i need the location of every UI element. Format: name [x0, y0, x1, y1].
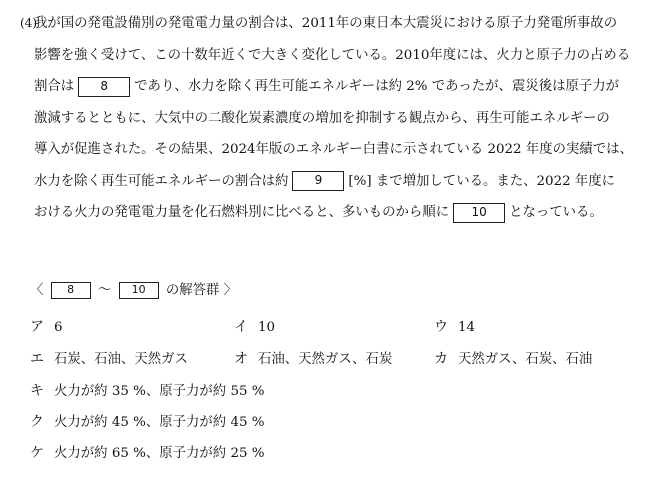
question-line-7: おける火力の発電電力量を化石燃料別に比べると、多いものから順に 10 となっている。 — [20, 197, 640, 229]
question-line-1: (4)我が国の発電設備別の発電電力量の割合は、2011年の東日本大震災における原子力発電所事故の — [20, 8, 640, 40]
choice-e[interactable]: エ 石炭、石油、天然ガス — [30, 351, 188, 367]
answer-range-from: 8 — [51, 282, 91, 299]
blank-10[interactable]: 10 — [453, 203, 505, 223]
question-line-6: 水力を除く再生可能エネルギーの割合は約 9 [%] まで増加している。また、2022 年度に — [20, 166, 640, 198]
choice-ki[interactable]: キ 火力が約 35 %、原子力が約 55 % — [30, 383, 265, 399]
choice-ka[interactable]: カ 天然ガス、石炭、石油 — [434, 351, 593, 367]
blank-9[interactable]: 9 — [292, 171, 344, 191]
choice-o[interactable]: オ 石油、天然ガス、石炭 — [234, 351, 393, 367]
question-line-4: 激減するとともに、大気中の二酸化炭素濃度の増加を抑制する観点から、再生可能エネルギーの — [34, 110, 610, 126]
choice-ku[interactable]: ク 火力が約 45 %、原子力が約 45 % — [30, 414, 265, 430]
question-line-2: 影響を強く受けて、この十数年近くで大きく変化している。2010年度には、火力と原子力の占める — [34, 47, 631, 63]
question-line-5: 導入が促進された。その結果、2024年版のエネルギー白書に示されている 2022 年度の実績では、 — [34, 142, 633, 157]
choice-ke[interactable]: ケ 火力が約 65 %、原子力が約 25 % — [30, 445, 265, 461]
answer-range-to: 10 — [119, 282, 159, 299]
question-line-3: 割合は 8 であり、水力を除く再生可能エネルギーは約 2% であったが、震災後は原子力が — [20, 71, 640, 103]
answer-group-header: 〈 8 〜 10 の解答群 〉 — [30, 283, 238, 298]
question-number: (4) — [20, 16, 37, 30]
choice-i[interactable]: イ 10 — [234, 319, 276, 335]
question-paragraph — [20, 8, 640, 229]
blank-8[interactable]: 8 — [78, 77, 130, 97]
choice-u[interactable]: ウ 14 — [434, 319, 476, 335]
choice-a[interactable]: ア 6 — [30, 319, 63, 335]
